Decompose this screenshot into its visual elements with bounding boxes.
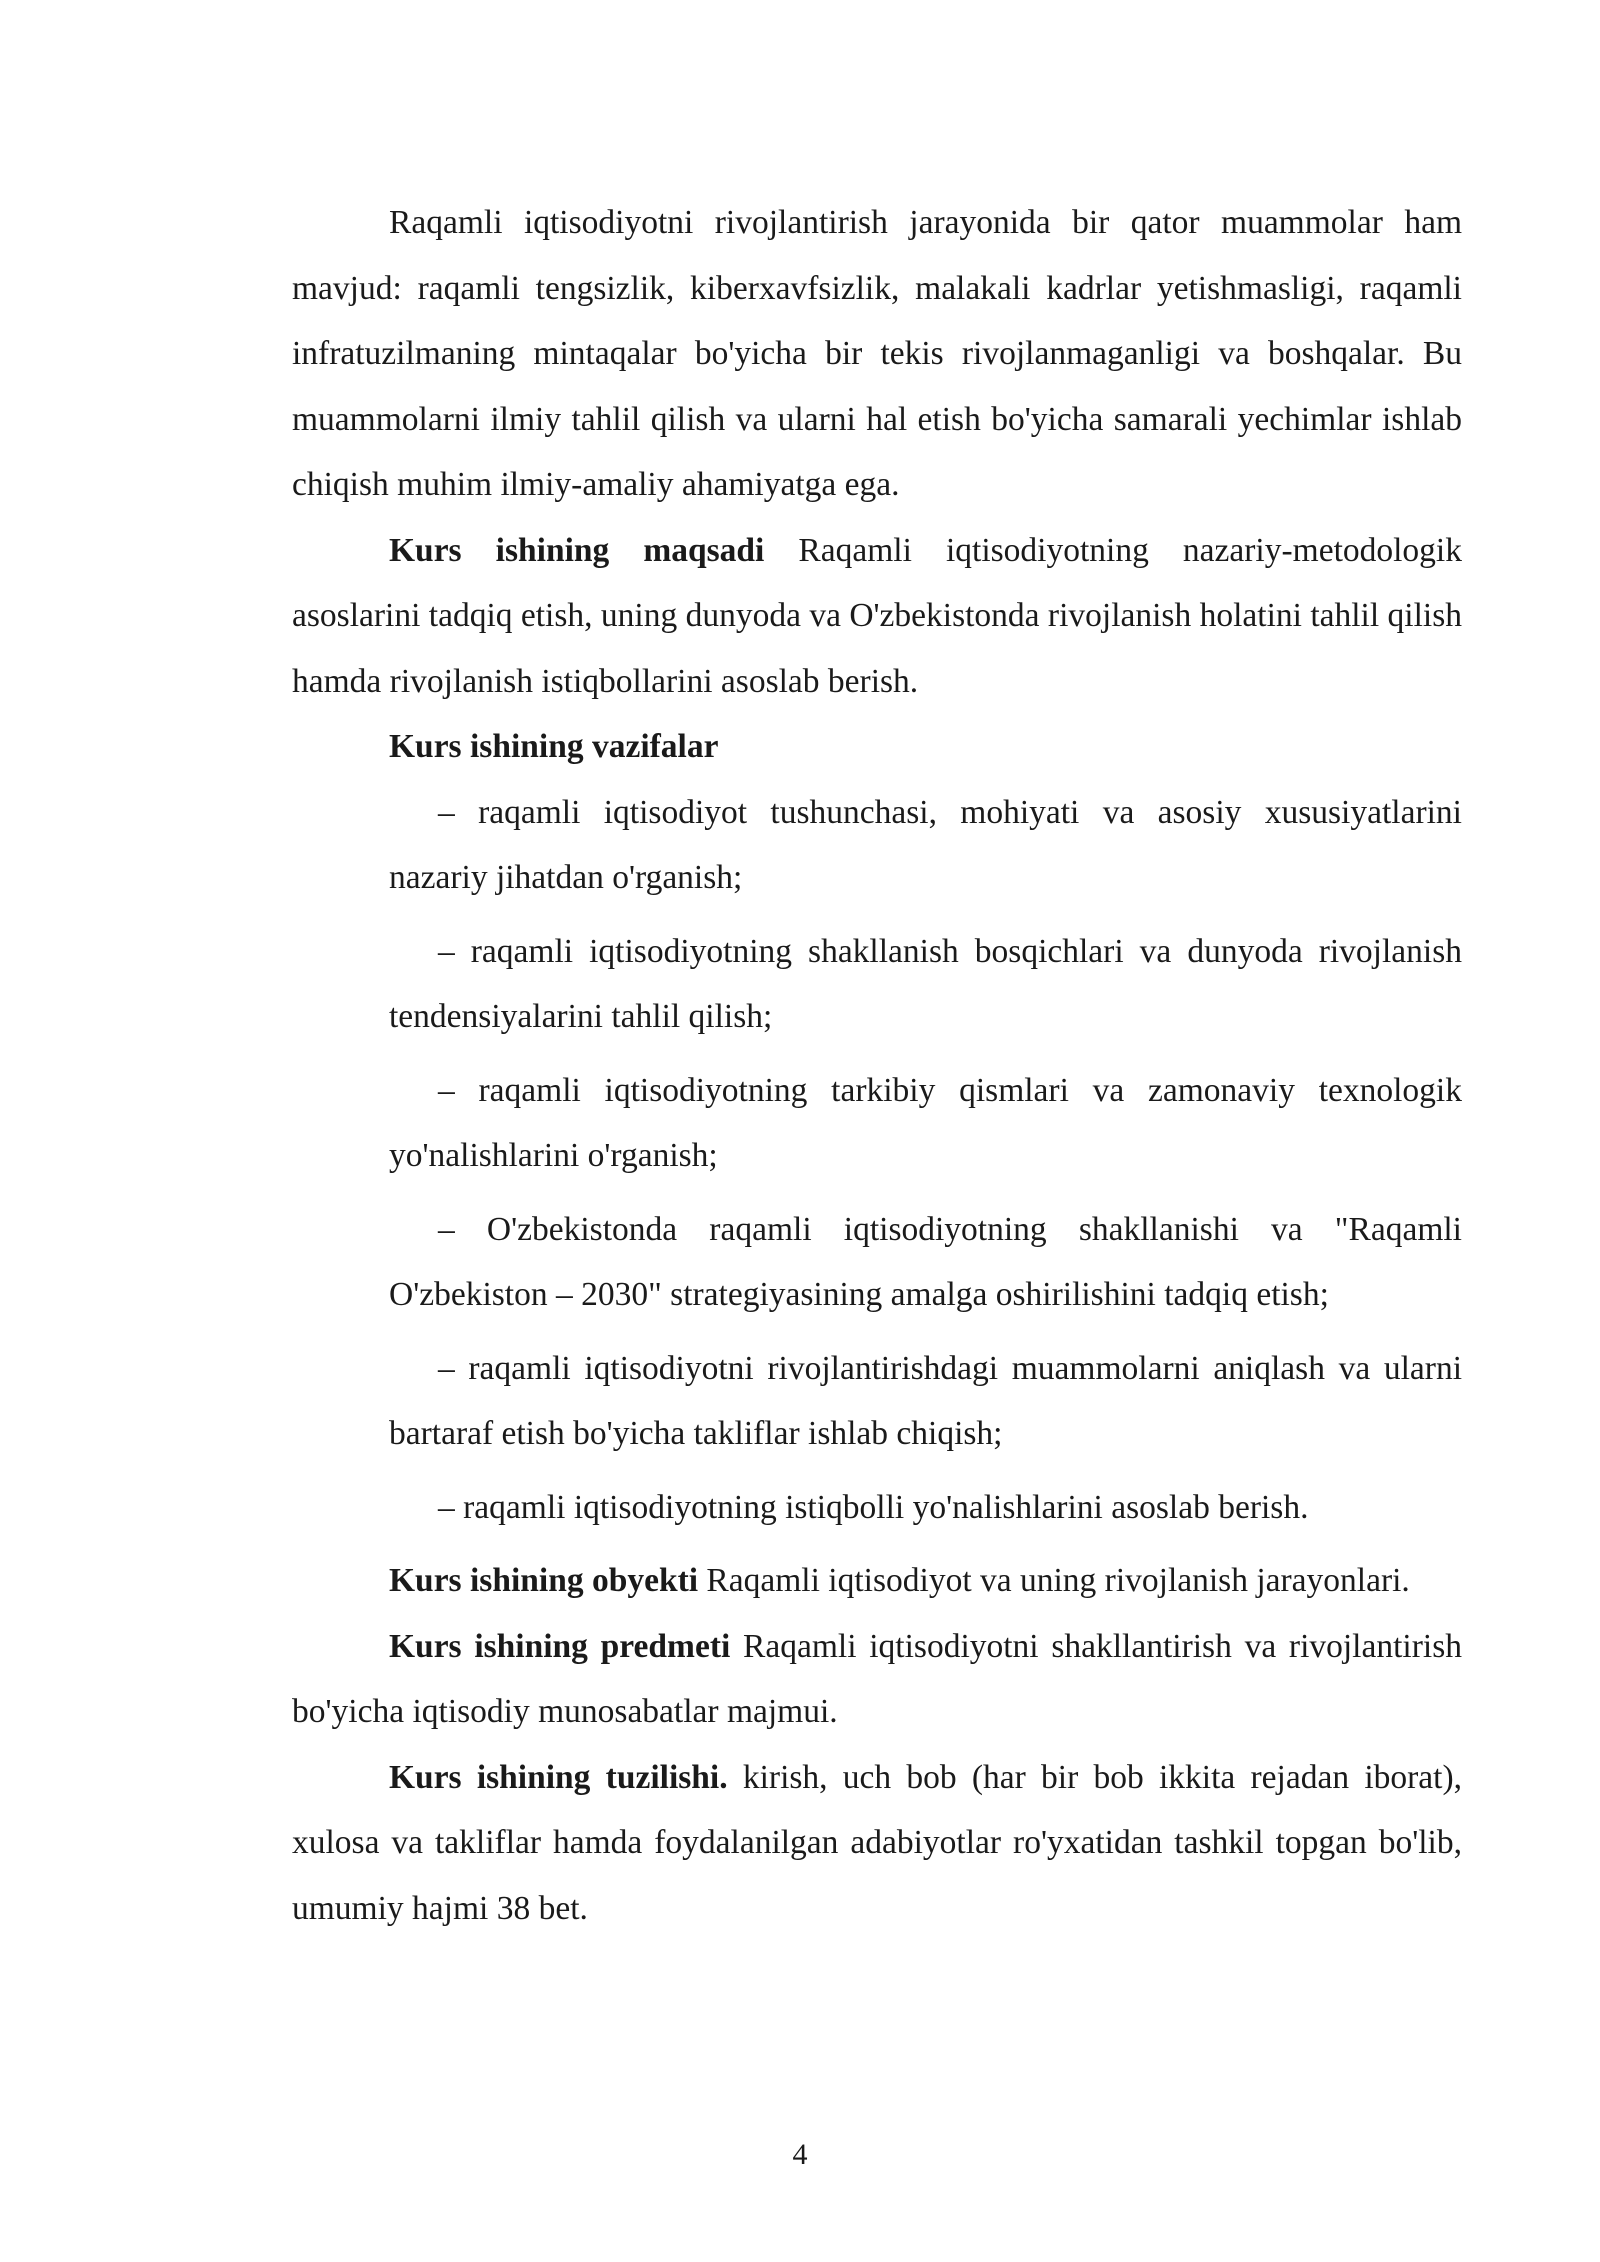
object-paragraph <box>292 1548 1462 1614</box>
task-item: – raqamli iqtisodiyotning shakllanish bosqichlari va dunyoda rivojlanish tendensiyalarini tahlil qilish; <box>389 932 1462 1035</box>
object-text: Raqamli iqtisodiyot va uning rivojlanish jarayonlari. <box>698 1562 1410 1599</box>
problems-paragraph: Raqamli iqtisodiyotni rivojlantirish jarayonida bir qator muammolar ham mavjud: raqamli tengsizlik, kiberxavfsizlik, malakali kadrlar yetishmasligi, raqamli infratuzilmaning mintaqalar bo'yicha bir tekis rivojlanmaganligi va boshqalar. Bu muammolarni ilmiy tahlil qilish va ularni hal etish bo'yicha samarali yechimlar ishlab chiqish muhim ilmiy-amaliy ahamiyatga ega. <box>292 204 1462 503</box>
task-item: – raqamli iqtisodiyotni rivojlantirishdagi muammolarni aniqlash va ularni bartaraf etish bo'yicha takliflar ishlab chiqish; <box>389 1349 1462 1452</box>
subject-label: Kurs ishining predmeti <box>389 1627 731 1665</box>
object-label: Kurs ishining obyekti <box>389 1562 699 1599</box>
task-item: – raqamli iqtisodiyotning tarkibiy qismlari va zamonaviy texnologik yo'nalishlarini o'rganish; <box>389 1071 1462 1174</box>
subject-text: Raqamli iqtisodiyotni shakllantirish va rivojlantirish bo'yicha iqtisodiy munosabatlar majmui. <box>292 1627 1462 1730</box>
task-item: – raqamli iqtisodiyotning istiqbolli yo'nalishlarini asoslab berish. <box>438 1488 1309 1526</box>
structure-paragraph <box>292 1745 1462 1942</box>
subject-paragraph <box>292 1614 1462 1745</box>
tasks-heading: Kurs ishining vazifalar <box>389 728 719 765</box>
page-number: 4 <box>792 2138 808 2171</box>
goal-label: Kurs ishining maqsadi <box>389 531 765 569</box>
structure-label: Kurs ishining tuzilishi. <box>389 1758 728 1796</box>
task-item: – raqamli iqtisodiyot tushunchasi, mohiyati va asosiy xususiyatlarini nazariy jihatdan o'rganish; <box>389 793 1462 896</box>
task-item: – O'zbekistonda raqamli iqtisodiyotning shakllanishi va "Raqamli O'zbekiston – 2030" strategiyasining amalga oshirilishini tadqiq etish; <box>389 1210 1462 1313</box>
structure-text: kirish, uch bob (har bir bob ikkita rejadan iborat), xulosa va takliflar hamda foydalanilgan adabiyotlar ro'yxatidan tashkil topgan bo'lib, umumiy hajmi 38 bet. <box>292 1758 1462 1927</box>
goal-text: Raqamli iqtisodiyotning nazariy-metodologik asoslarini tadqiq etish, uning dunyoda va O'zbekistonda rivojlanish holatini tahlil qilish hamda rivojlanish istiqbollarini asoslab berish. <box>292 531 1462 700</box>
goal-paragraph <box>292 518 1462 715</box>
tasks-list <box>389 780 1462 1541</box>
page-content <box>292 190 1462 1941</box>
